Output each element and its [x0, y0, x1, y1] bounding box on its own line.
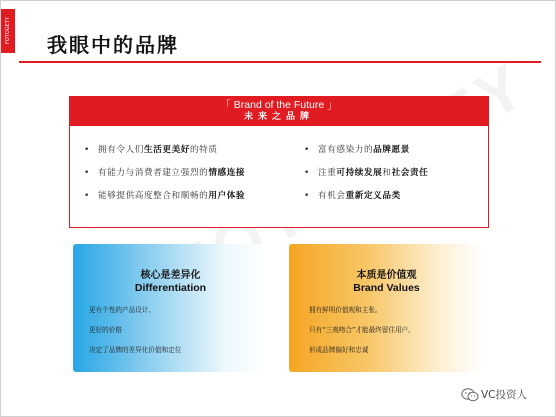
- list-item: 形成品牌偏好和忠诚: [309, 346, 369, 354]
- card-list: [89, 306, 181, 366]
- title-divider: [19, 61, 541, 63]
- list-item: 拥有鲜明价值观和主张。: [309, 306, 382, 314]
- list-item: • 拥有令人们生活更美好的特质: [84, 145, 245, 156]
- wechat-label: VC投资人: [481, 389, 528, 401]
- list-item: 更有个性的产品设计、: [89, 306, 155, 314]
- wechat-icon: [461, 388, 479, 402]
- future-brand-title-zh: 未来之品牌: [243, 112, 314, 122]
- brand-values-card: [289, 244, 484, 372]
- card-title-en: Brand Values: [353, 282, 420, 294]
- list-item: 只有“三观吻合”才能最终留住用户。: [309, 326, 415, 334]
- list-item: • 有机会重新定义品类: [304, 191, 428, 202]
- side-tag-label: FOTOGETY: [5, 17, 11, 45]
- card-title-zh: 核心是差异化: [140, 270, 201, 281]
- list-item: 决定了品牌的差异化价值和定位: [89, 346, 182, 354]
- future-brand-title-en: 「 Brand of the Future 」: [220, 99, 338, 111]
- future-right-list: [304, 145, 428, 214]
- card-title-en: Differentiation: [134, 282, 207, 294]
- card-title-zh: 本质是价值观: [356, 270, 417, 281]
- future-left-list: [84, 145, 245, 214]
- list-item: 更好的价格: [89, 326, 122, 334]
- list-item: • 注重可持续发展和社会责任: [304, 168, 428, 179]
- differentiation-card: [73, 244, 268, 372]
- card-list: [309, 306, 415, 366]
- list-item: • 有能力与消费者建立强烈的情感连接: [84, 168, 245, 179]
- future-brand-box: [69, 96, 489, 228]
- list-item: • 能够提供高度整合和顺畅的用户体验: [84, 191, 245, 202]
- future-brand-header: [69, 96, 489, 126]
- page-title: 我眼中的品牌: [47, 33, 179, 57]
- side-tag: [1, 9, 15, 53]
- list-item: • 富有感染力的品牌愿景: [304, 145, 428, 156]
